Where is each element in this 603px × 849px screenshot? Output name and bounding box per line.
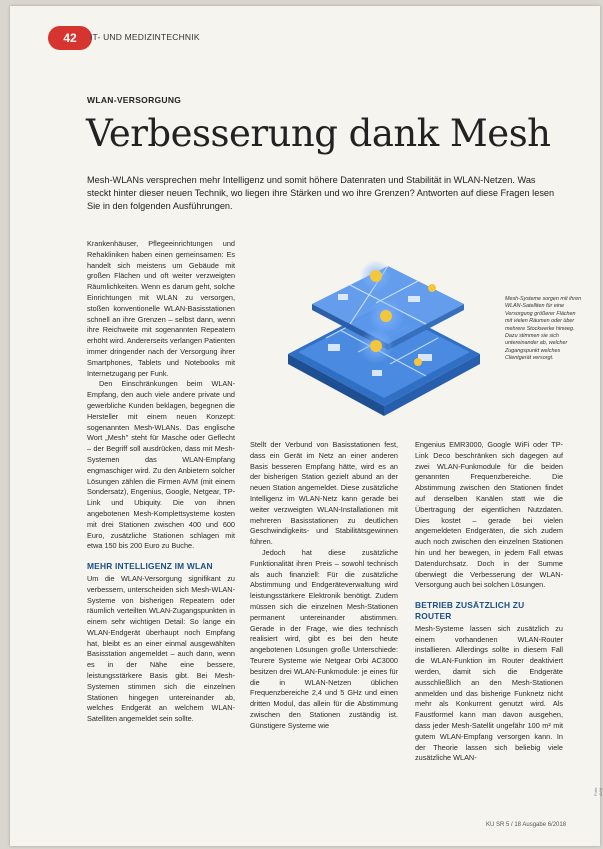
paragraph: Stellt der Verbund von Basisstationen fest, dass ein Gerät im Netz an einer anderen Basis besseren Empfang hätte, wird es an der bisherigen Station gezielt abund an der neuen Station angemeldet. Diese zusätzliche Intelligenz im WLAN-Netz kann gerade bei weiter verzweigten WLAN-Installationen mit mehreren Basisstationen zu deutlichen Geschwindigkeits- und Stabilitätsgewinnen führen. <box>250 440 398 547</box>
figure-caption: Mesh-Systeme sorgen mit ihren WLAN-Satelliten für eine Versorgung größerer Flächen mit vielen Räumen oder über mehrere Stockwerke hinweg. Dazu stimmen sie sich untereinander ab, welcher Zugangspunkt welches Clientgerät versorgt. <box>505 296 582 362</box>
paragraph: Um die WLAN-Versorgung signifikant zu verbessern, unterscheiden sich Mesh-WLAN-Systeme von bisherigen Repeatern oder räumlich verteilten WLAN-Zugangspunkten in einem sehr wichtigen Detail: So lange ein WLAN-Endgerät überhaupt noch Empfang hat, bleibt es an einer einmal ausgewählten Basisstation angemeldet – auch dann, wenn es in der Nähe eine bessere, leistungsstärkere Basis gibt. Bei Mesh-Systemen stimmen sich die einzelnen Stationen hingegen untereinander ab, welches Endgerät an welchem WLAN-Satelliten angemeldet sein sollte. <box>87 573 235 724</box>
page-footer: KU SR 5 / 18 Ausgabe 6/2018 <box>486 822 567 828</box>
text-column-2 <box>250 440 398 732</box>
magazine-page <box>10 6 603 846</box>
photo-credit: Foto: AVM <box>593 786 603 796</box>
paragraph: Den Einschränkungen beim WLAN-Empfang, den auch viele andere private und gewerbliche Kunden beklagen, begegnen die Hersteller mit einem neuen Konzept: sogenannten Mesh-WLANs. Das englische Wort „Mesh" steht für Masche oder Geflecht – der Begriff soll ausdrücken, dass mit Mesh-Systemen das WLAN-Empfang engmaschiger wird. Zu den Anbietern solcher Lösungen zählen die Firmen AVM (mit einem Sondersatz), Engenius, Google, Netgear, TP-Link und Ubiquity. Die von ihnen angebotenen Mesh-Komplettsysteme kosten mit drei Stationen zwischen 400 und 600 Euro, zusätzliche Stationen schlagen mit etwa 150 bis 200 Euro zu Buche. <box>87 379 235 551</box>
text-column-1 <box>87 239 235 725</box>
page-number-badge: 42 <box>48 26 92 50</box>
text-column-3 <box>415 440 563 764</box>
paragraph: Krankenhäuser, Pflegeeinrichtungen und Rehakliniken haben einen gemeinsamen: Es handelt sich meistens um Gebäude mit großen Flächen und oft weiter verzweigten Räumlichkeiten. Wenn es darum geht, solche Einrichtungen mit WLAN zu versorgen, stoßen konventionelle WLAN-Basisstationen schnell an ihre Grenzen – selbst dann, wenn ihre Reichweite mit sogenannten Repeatern erhöht wird. Andererseits verlangen Patienten immer dringender nach der Versorgung ihrer Smartphones, Tablets und Notebooks mit Internetzugang per Funk. <box>87 239 235 378</box>
article-kicker: WLAN-VERSORGUNG <box>87 95 182 105</box>
subheading: MEHR INTELLIGENZ IM WLAN <box>87 561 213 572</box>
section-label: IT- UND MEDIZINTECHNIK <box>90 32 200 42</box>
paragraph: Jedoch hat diese zusätzliche Funktionalität ihren Preis – sowohl technisch als auch finanziell: Für die zusätzliche Abstimmung und Endgeräteverwaltung wird leistungsstärkere Elektronik benötigt. Zudem müssen sich die einzelnen Mesh-Stationen permanent untereinander abstimmen. Gerade in der Frage, wie dies technisch realisiert wird, gibt es bei den heute angebotenen Lösungen große Unterschiede: Teurere Systeme wie Netgear Orbi AC3000 besitzen drei WLAN-Funkmodule: je eines für die in WLAN-Netzen üblichen Frequenzbereiche 2,4 und 5 GHz und einen dritten Modul, das allein für die Abstimmung zwischen den Stationen zuständig ist. Günstigere Systeme wie <box>250 547 398 730</box>
paragraph: Engenius EMR3000, Google WiFi oder TP-Link Deco beschränken sich dagegen auf zwei WLAN-Funkmodule für die beiden genannten Frequenzbereiche. Die Abstimmung zwischen den Stationen findet auf denselben Kanälen statt wie die Übertragung der eigentlichen Nutzdaten. Dies kostet – gerade bei vielen angemeldeten Endgeräten, die sich zudem auch noch zwischen den einzelnen Stationen hin und her bewegen, in jedem Fall etwas Datendurchsatz. Doch in der Summe überwiegt die Verbesserung der WLAN-Versorgung auch bei solchen Lösungen. <box>415 440 563 590</box>
subheading: BETRIEB ZUSÄTZLICH ZU ROUTER <box>415 600 525 621</box>
paragraph: Mesh-Systeme lassen sich zusätzlich zu einem vorhandenen WLAN-Router installieren. Allerdings sollte in diesem Fall die WLAN-Funktion im Router deaktiviert werden, damit sich die Endgeräte ausschließlich an den Mesh-Stationen anmelden und das bisherige Funknetz nicht mehr als Konkurrent genutzt wird. Als Faustformel kann man davon ausgehen, dass jeder Mesh-Satellit ungefähr 100 m² mit gutem WLAN-Empfang versorgen kann. In der Theorie lassen sich beliebig viele zusätzliche WLAN- <box>415 623 563 763</box>
mesh-network-illustration <box>268 234 500 422</box>
article-title: Verbesserung dank Mesh <box>86 112 551 155</box>
article-lead: Mesh-WLANs versprechen mehr Intelligenz und somit höhere Datenraten und Stabilität in WLAN-Netzen. Was steckt hinter dieser neuen Technik, wo liegen ihre Stärken und wo ihre Grenzen? Antworten auf diese Fragen lesen Sie in den folgenden Ausführungen. <box>87 175 555 211</box>
